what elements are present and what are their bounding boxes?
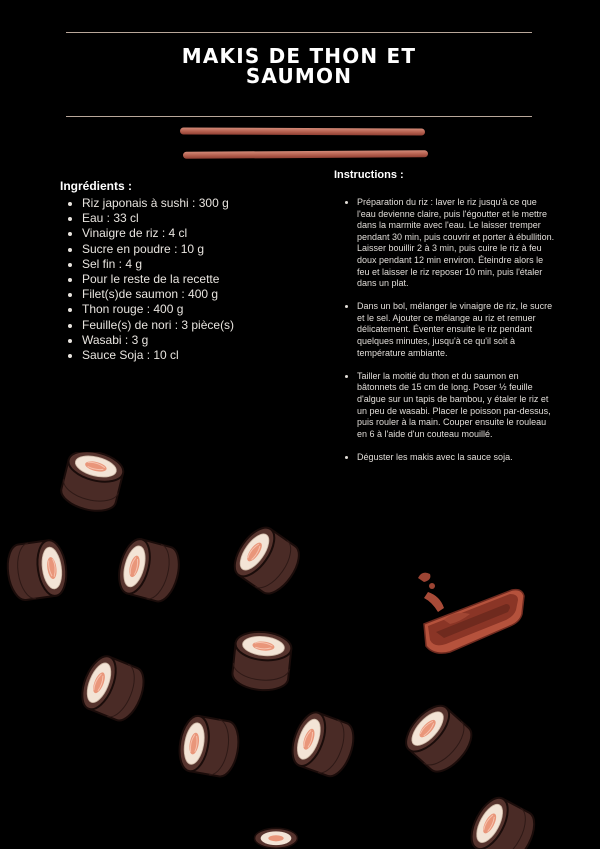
ingredient-item: • Wasabi : 3 g: [82, 333, 234, 348]
ingredient-item: • Filet(s)de saumon : 400 g: [82, 287, 234, 302]
title-line-2: SAUMON: [245, 64, 353, 88]
ingredient-item: • Sauce Soja : 10 cl: [82, 348, 234, 363]
maki-roll-icon: [0, 534, 76, 610]
chopstick-lower-icon: [183, 150, 428, 158]
maki-roll-icon: [170, 710, 246, 786]
soy-sauce-dish-icon: [410, 566, 530, 658]
instructions-heading: Instructions :: [334, 169, 404, 181]
instruction-step: • Déguster les makis avec la sauce soja.: [357, 452, 557, 464]
title-bottom-rule: [66, 116, 532, 117]
ingredient-item: • Pour le reste de la recette: [82, 272, 234, 287]
maki-roll-icon: [110, 534, 186, 610]
maki-roll-icon: [284, 708, 360, 784]
ingredient-item: • Feuille(s) de nori : 3 pièce(s): [82, 318, 234, 333]
ingredients-heading: Ingrédients :: [60, 179, 133, 193]
instructions-list: [340, 197, 557, 475]
instruction-step: • Dans un bol, mélanger le vinaigre de riz, le sucre et le sel. Ajouter ce mélange au riz et remuer délicatement. Éventer ensuite le riz pendant quelques minutes, jusqu'à ce qu'il soit à température ambiante.: [357, 301, 557, 359]
ingredient-item: • Vinaigre de riz : 4 cl: [82, 226, 234, 241]
ingredient-item: • Thon rouge : 400 g: [82, 302, 234, 317]
ingredients-list: [60, 196, 234, 363]
ingredient-item: • Sel fin : 4 g: [82, 257, 234, 272]
ingredient-item: • Eau : 33 cl: [82, 211, 234, 226]
ingredient-item: • Sucre en poudre : 10 g: [82, 242, 234, 257]
maki-roll-icon: [228, 524, 304, 600]
maki-roll-icon: [464, 794, 540, 849]
maki-roll-icon: [54, 452, 130, 518]
page-title: [66, 46, 532, 86]
maki-roll-icon: [400, 702, 476, 778]
ingredient-item: • Riz japonais à sushi : 300 g: [82, 196, 234, 211]
title-line-1: MAKIS DE THON ET: [181, 44, 417, 68]
maki-roll-icon: [224, 628, 300, 698]
instruction-step: • Tailler la moitié du thon et du saumon en bâtonnets de 15 cm de long. Poser ½ feuille d'algue sur un tapis de bambou, y étaler le riz et un peu de wasabi. Placer le poisson par-dessus, puis rouler à la main. Couper ensuite le rouleau en 6 à l'aide d'un couteau mouillé.: [357, 371, 557, 441]
chopsticks-icon: [180, 127, 425, 135]
maki-roll-icon: [246, 826, 306, 849]
instruction-step: • Préparation du riz : laver le riz jusqu'à ce que l'eau devienne claire, puis l'égoutter et le mettre dans la marmite avec l'eau. Le laisser tremper pendant 30 min, puis couvrir et porter à ébullition. Laisser bouillir 2 à 3 min, puis cuire le riz à feu doux pendant 12 min environ. Éteindre alors le feu et laisser le riz reposer 10 min, puis l'étaler dans un plat.: [357, 197, 557, 290]
top-rule: [66, 32, 532, 33]
maki-roll-icon: [74, 652, 150, 728]
